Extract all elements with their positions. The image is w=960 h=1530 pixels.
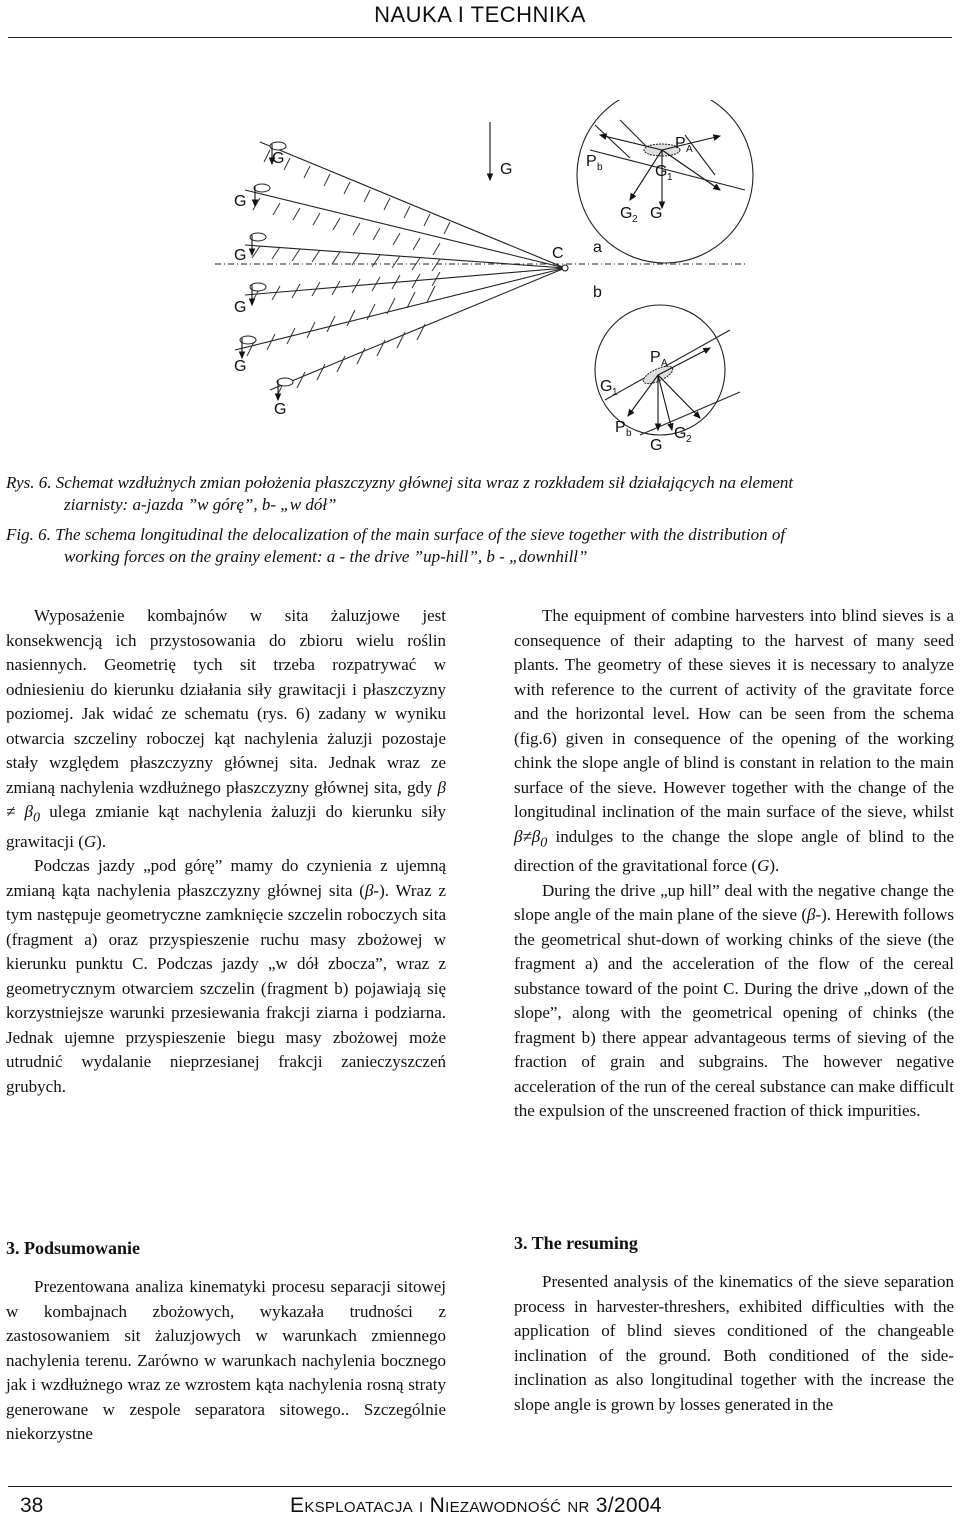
point-c [562,265,568,271]
label-g: G [650,437,663,454]
header-rule [8,37,952,38]
sieve-diagram [200,100,760,470]
label-g1-sub: 1 [667,172,673,183]
paragraph: Presented analysis of the kinematics of the sieve separation process in harvester-threshers, exhibited difficulties with the application of blind sieves conditioned of the changeable inclination of the ground. Both conditioned of the side- inclination as also longitudinal together with the increase the slope angle is grown by losses generated in the [514,1272,954,1414]
label-g1-sub: 1 [612,387,618,398]
label-a: a [593,239,602,256]
body-column-pl [6,604,446,1099]
label-g2-sub: 2 [632,214,638,225]
paragraph: The equipment of combine harvesters into blind sieves is a consequence of their adapting to the harvest of many seed plants. The geometry of these sieves it is necessary to analyze with reference to the current of activity of the gravitate force and the horizontal level. How can be seen from the schema (fig.6) given in consequence of the opening of the working chink the slope angle of blind is constant in relation to the main surface of the sieve. However together with the change of the longitudinal inclination of the main surface of the sieve, whilst $\beta\ne\beta_0$ indulges to the change the slope angle of blind to the direction of the gravitational force (G). [514,606,954,876]
label-g: G [234,358,247,375]
figure-caption-pl [6,472,956,516]
label-g: G [234,193,247,210]
label-pb: P [586,153,597,170]
journal-name: Eksploatacja i Niezawodność nr 3/2004 [290,1494,662,1517]
sieve-planes [235,142,565,390]
figure-caption-en [6,524,956,568]
label-b: b [593,284,602,301]
label-g: G [234,247,247,264]
caption-pl-line2: ziarnisty: a-jazda ”w górę”, b- „w dół” [64,495,337,514]
section-heading-en: 3. The resuming [514,1233,638,1253]
label-pb-sub: b [626,428,632,439]
label-c: C [552,245,564,262]
caption-en-line1: Fig. 6. The schema longitudinal the delocalization of the main surface of the sieve together with the distribution of [6,525,786,544]
label-g1: G [655,163,668,180]
label-g: G [274,401,287,418]
label-g: G [272,150,285,167]
footer-rule [8,1486,952,1487]
label-pb: P [615,419,626,436]
paragraph: Wyposażenie kombajnów w sita żaluzjowe jest konsekwencją ich przystosowania do zbioru wielu roślin nasiennych. Geometrię tych sit trzeba rozpatrywać w odniesieniu do kierunku działania siły grawitacji i płaszczyzny poziomej. Jak widać ze schematu (rys. 6) zadany w wyniku otwarcia szczeliny roboczej kąt nachylenia żaluzji pozostaje stały względem płaszczyzny głównej sita. Jednak wraz ze zmianą nachylenia wzdłużnego płaszczyzny głównej sita, gdy $\beta \ne \beta_0$ ulega zmianie kąt nachylenia żaluzji do kierunku siły grawitacji (G). [6,606,446,851]
detail-circle-a [577,100,753,263]
label-g2: G [620,205,633,222]
section-heading-pl: 3. Podsumowanie [6,1238,141,1258]
label-pa-sub: A [686,144,693,155]
caption-pl-line1: Rys. 6. Schemat wzdłużnych zmian położenia płaszczyzny głównej sita wraz z rozkładem sił działających na element [6,473,794,492]
louver-hatches [247,150,450,396]
paragraph: During the drive „up hill” deal with the negative change the slope angle of the main plane of the sieve (β-). Herewith follows the geometrical shut-down of working chinks of the sieve (the fragment a) and the acceleration of the flow of the cereal substance toward of the point C. During the drive „down of the slope”, along with the geometrical opening of chinks (the fragment b) there appear advantageous terms of sieving of the fraction of grain and subgrains. The however negative acceleration of the run of the cereal substance can make difficult the expulsion of the unscreened fraction of thick impurities. [514,880,954,1121]
label-pb-sub: b [597,162,603,173]
label-g2-sub: 2 [686,434,692,445]
label-pa-sub: A [661,358,668,369]
label-g1: G [600,378,613,395]
label-pa: P [650,349,661,366]
summary-column-pl [6,1275,446,1447]
paragraph: Podczas jazdy „pod górę” mamy do czynienia z ujemną zmianą kąta nachylenia płaszczyzny głównej sita (β-). Wraz z tym następuje geometryczne zamknięcie szczelin roboczych sita (fragment a) oraz przyspieszenie ruchu masy zbożowej w kierunku punktu C. Podczas jazdy „w dół zbocza”, wraz z geometrycznym otwarciem szczelin (fragment b) pojawiają się korzystniejsze warunki przesiewania frakcji ziarna i podziarna. Jednak ujemne przyspieszenie biegu masy zbożowej może utrudnić wydalanie nieprzesianej frakcji zanieczyszczeń grubych. [6,856,446,1096]
label-g2: G [674,425,687,442]
page-number: 38 [20,1494,44,1517]
running-header: NAUKA I TECHNIKA [374,2,586,27]
paragraph: Prezentowana analiza kinematyki procesu separacji sitowej w kombajnach zbożowych, wykazała trudności z zastosowaniem sit żaluzjowych w warunkach zmiennego nachylenia terenu. Zarówno w warunkach nachylenia bocznego jak i wzdłużnego wraz ze wzrostem kąta nachylenia rosną straty generowane w zespole separatora sitowego.. Szczególnie niekorzystne [6,1277,446,1443]
label-g: G [650,205,663,222]
summary-column-en [514,1270,954,1417]
caption-en-line2: working forces on the grainy element: a - the drive ”up-hill”, b - „downhill” [64,547,588,566]
label-g: G [234,299,247,316]
label-g: G [500,161,513,178]
label-pa: P [675,135,686,152]
figure-sieve-schema [200,100,760,470]
body-column-en [514,604,954,1124]
